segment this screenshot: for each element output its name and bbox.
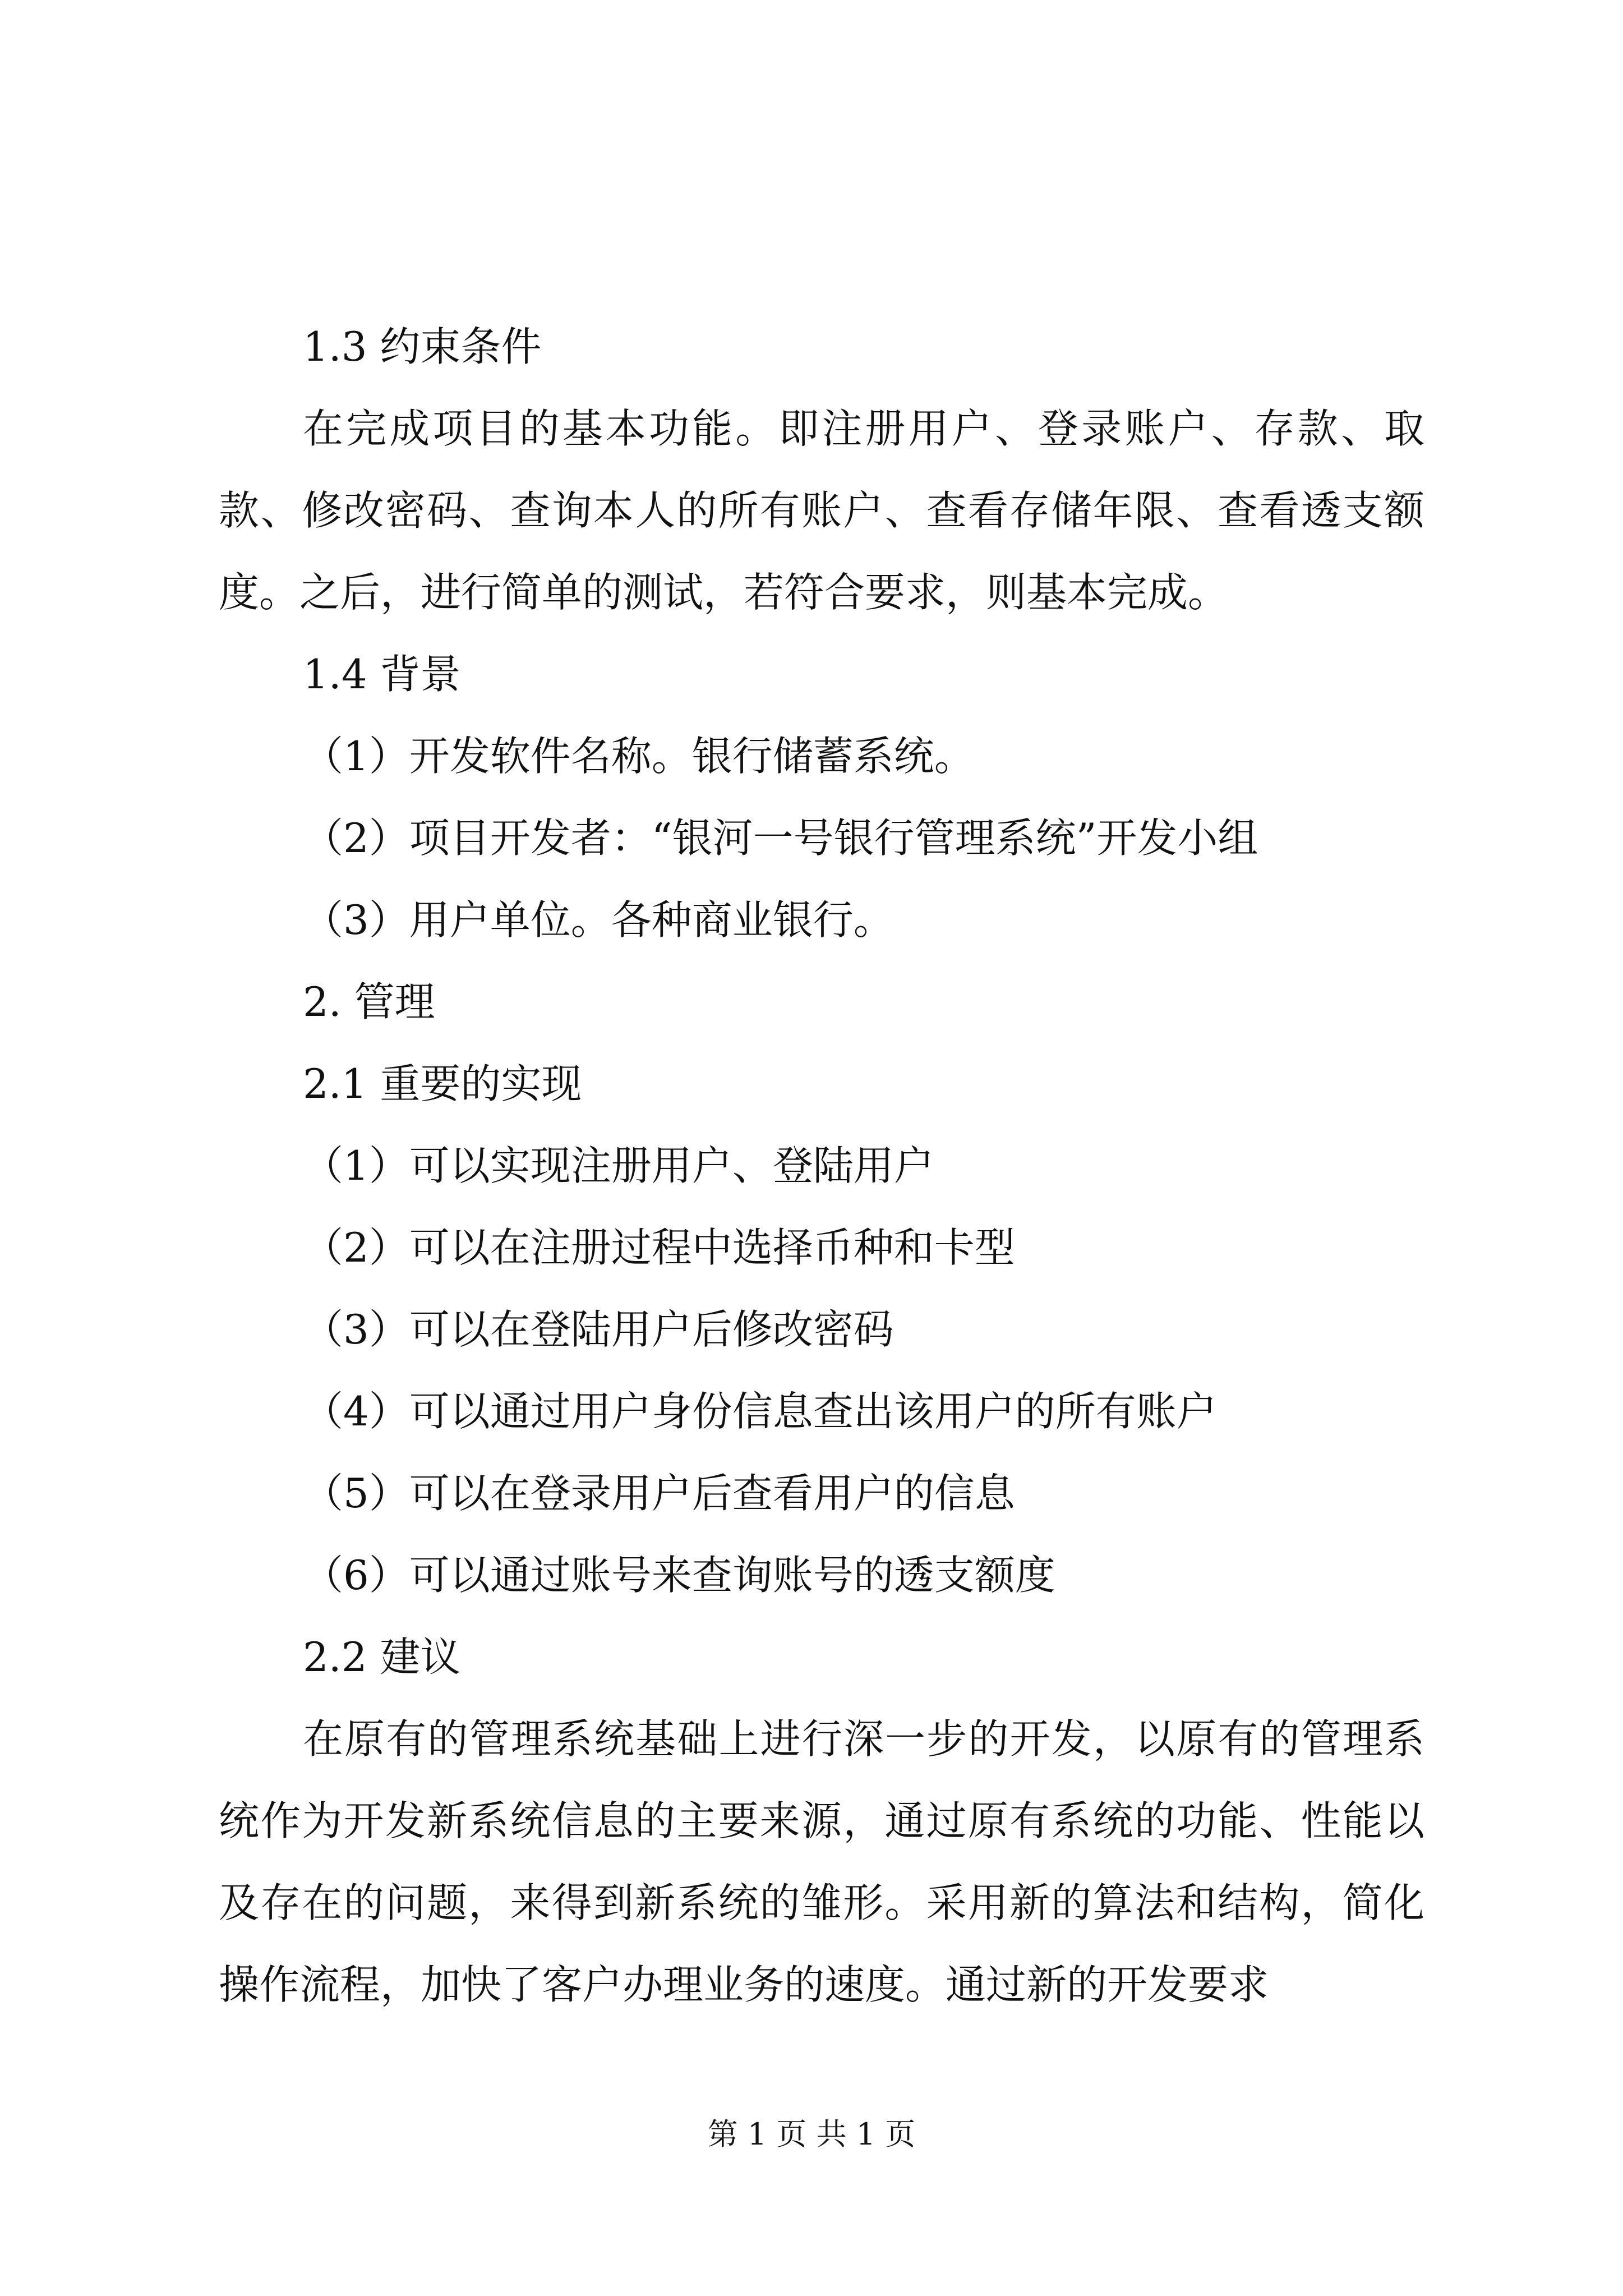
- list-item: （1）可以实现注册用户、登陆用户: [303, 1142, 934, 1189]
- section-2-1-heading: 2.1 重要的实现: [303, 1060, 582, 1107]
- section-1-4-heading: 1.4 背景: [303, 651, 461, 698]
- section-1-3-heading: 1.3 约束条件: [303, 323, 542, 370]
- list-item: （5）可以在登录用户后查看用户的信息: [303, 1470, 1015, 1517]
- section-2-2-heading: 2.2 建议: [303, 1634, 461, 1681]
- list-item: （6）可以通过账号来查询账号的透支额度: [303, 1552, 1055, 1599]
- list-item: （1）开发软件名称。银行储蓄系统。: [303, 733, 975, 780]
- list-item: （3）可以在登陆用户后修改密码: [303, 1306, 894, 1353]
- section-2-heading: 2. 管理: [303, 978, 435, 1025]
- list-item: （3）用户单位。各种商业银行。: [303, 896, 894, 944]
- list-item: （2）项目开发者：“银河一号银行管理系统”开发小组: [303, 815, 1258, 862]
- page-footer: 第 1 页 共 1 页: [707, 2116, 916, 2152]
- list-item: （4）可以通过用户身份信息查出该用户的所有账户: [303, 1388, 1217, 1435]
- section-2-2-paragraph: 在原有的管理系统基础上进行深一步的开发，以原有的管理系统作为开发新系统信息的主要来源，通过原有系统的功能、性能以及存在的问题，来得到新系统的雏形。采用新的算法和结构，简化操作流程，加快了客户办理业务的速度。通过新的开发要求: [219, 1715, 1424, 2008]
- document-body: [219, 306, 1424, 2026]
- section-1-3-paragraph: 在完成项目的基本功能。即注册用户、登录账户、存款、取款、修改密码、查询本人的所有账户、查看存储年限、查看透支额度。之后，进行简单的测试，若符合要求，则基本完成。: [219, 405, 1424, 616]
- list-item: （2）可以在注册过程中选择币种和卡型: [303, 1224, 1015, 1271]
